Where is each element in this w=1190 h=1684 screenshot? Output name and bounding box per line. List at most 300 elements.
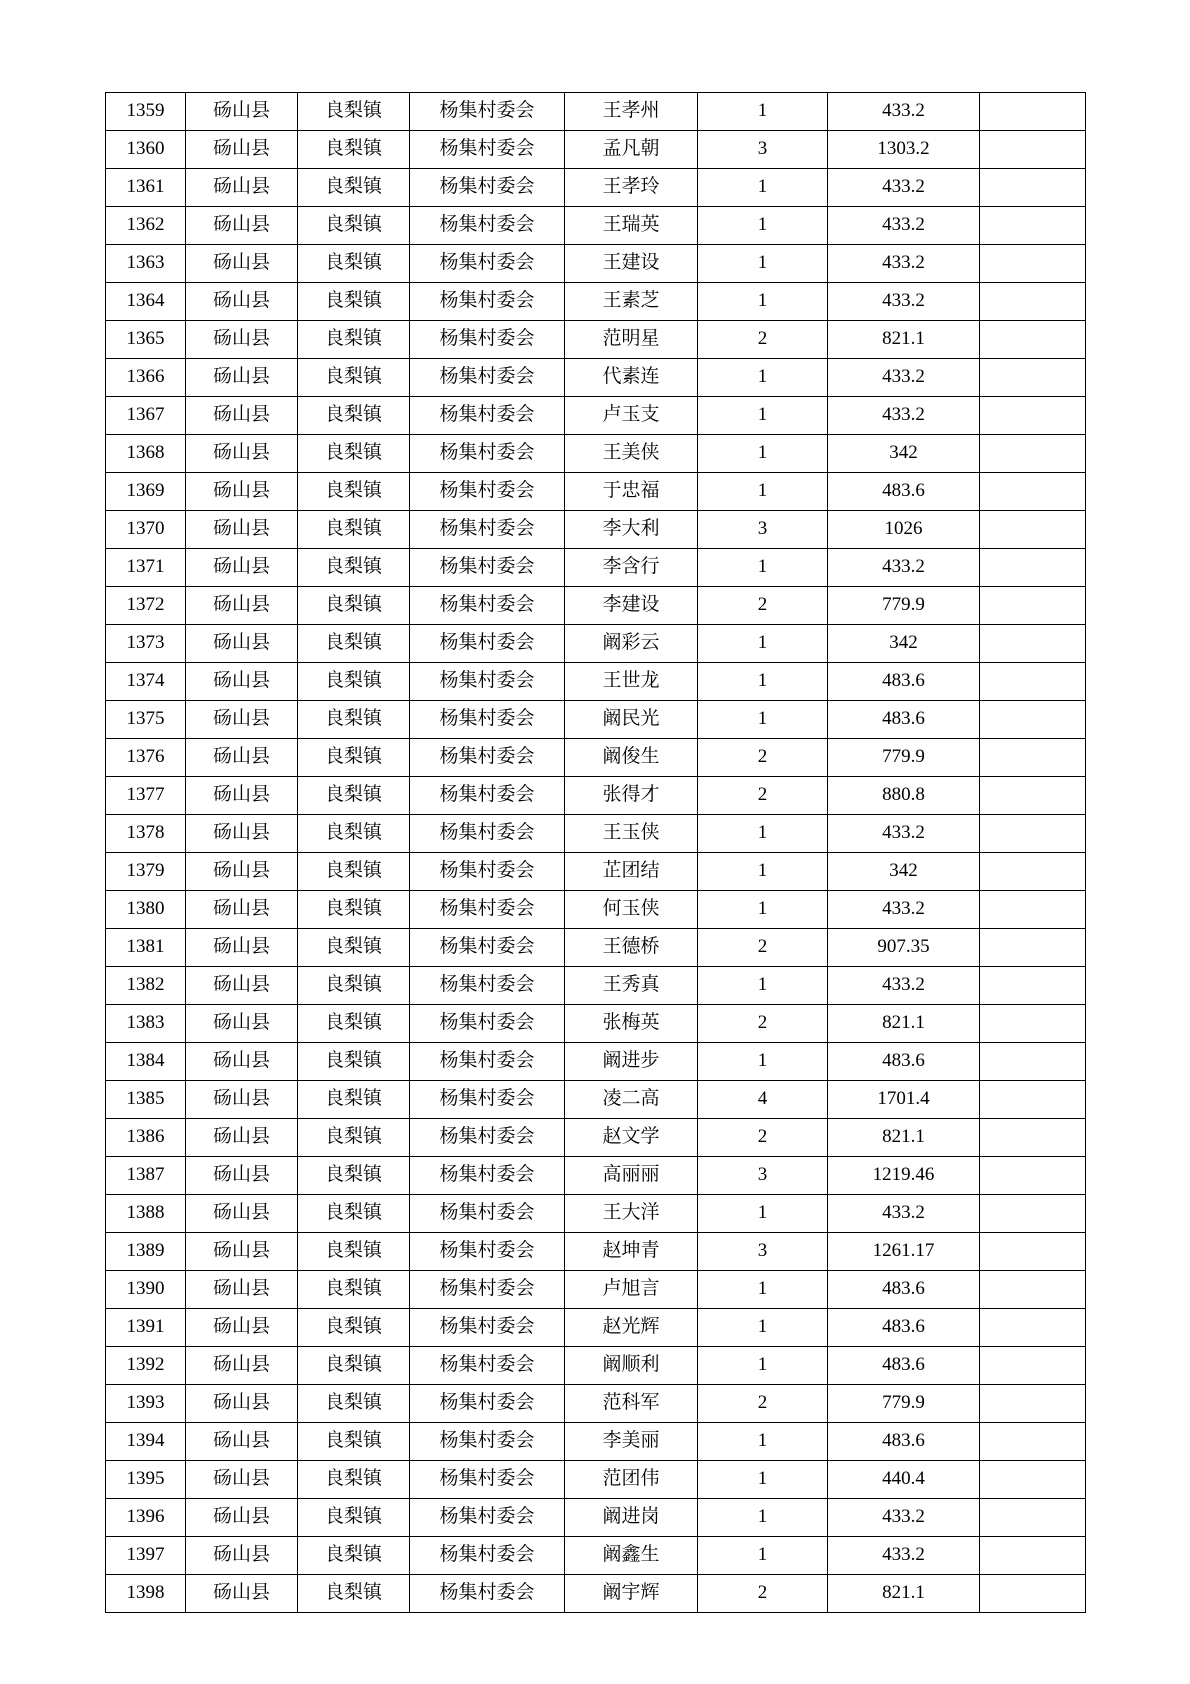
table-row — [106, 93, 1086, 131]
cell-county: 砀山县 — [186, 739, 298, 777]
table-row — [106, 511, 1086, 549]
cell-village: 杨集村委会 — [410, 1271, 565, 1309]
cell-note — [980, 1195, 1086, 1233]
cell-county: 砀山县 — [186, 929, 298, 967]
cell-village: 杨集村委会 — [410, 1385, 565, 1423]
cell-note — [980, 511, 1086, 549]
cell-village: 杨集村委会 — [410, 549, 565, 587]
cell-village: 杨集村委会 — [410, 169, 565, 207]
table-row — [106, 1537, 1086, 1575]
cell-count: 2 — [698, 321, 828, 359]
cell-amount: 342 — [828, 435, 980, 473]
table-row — [106, 283, 1086, 321]
cell-count: 3 — [698, 1233, 828, 1271]
cell-county: 砀山县 — [186, 625, 298, 663]
cell-count: 1 — [698, 245, 828, 283]
cell-count: 1 — [698, 435, 828, 473]
cell-name: 阚顺利 — [565, 1347, 698, 1385]
cell-count: 1 — [698, 207, 828, 245]
cell-count: 2 — [698, 739, 828, 777]
cell-amount: 433.2 — [828, 359, 980, 397]
cell-count: 2 — [698, 1005, 828, 1043]
cell-note — [980, 1385, 1086, 1423]
table-row — [106, 131, 1086, 169]
cell-amount: 433.2 — [828, 1195, 980, 1233]
cell-county: 砀山县 — [186, 1271, 298, 1309]
cell-town: 良梨镇 — [298, 1499, 410, 1537]
cell-note — [980, 283, 1086, 321]
cell-name: 王秀真 — [565, 967, 698, 1005]
table-row — [106, 1157, 1086, 1195]
cell-idx: 1383 — [106, 1005, 186, 1043]
cell-note — [980, 1537, 1086, 1575]
table-row — [106, 397, 1086, 435]
cell-note — [980, 853, 1086, 891]
table-row — [106, 739, 1086, 777]
cell-town: 良梨镇 — [298, 1347, 410, 1385]
cell-idx: 1384 — [106, 1043, 186, 1081]
cell-town: 良梨镇 — [298, 1271, 410, 1309]
cell-county: 砀山县 — [186, 435, 298, 473]
cell-county: 砀山县 — [186, 321, 298, 359]
cell-amount: 433.2 — [828, 93, 980, 131]
table-row — [106, 473, 1086, 511]
cell-note — [980, 93, 1086, 131]
cell-county: 砀山县 — [186, 1461, 298, 1499]
cell-count: 3 — [698, 1157, 828, 1195]
cell-note — [980, 1157, 1086, 1195]
table-row — [106, 1347, 1086, 1385]
cell-amount: 1219.46 — [828, 1157, 980, 1195]
table-row — [106, 967, 1086, 1005]
cell-county: 砀山县 — [186, 891, 298, 929]
cell-name: 王德桥 — [565, 929, 698, 967]
cell-name: 李建设 — [565, 587, 698, 625]
cell-count: 2 — [698, 929, 828, 967]
table-row — [106, 1461, 1086, 1499]
cell-note — [980, 891, 1086, 929]
cell-name: 王素芝 — [565, 283, 698, 321]
cell-count: 1 — [698, 549, 828, 587]
cell-town: 良梨镇 — [298, 283, 410, 321]
cell-name: 王大洋 — [565, 1195, 698, 1233]
cell-county: 砀山县 — [186, 1043, 298, 1081]
cell-idx: 1396 — [106, 1499, 186, 1537]
table-row — [106, 1575, 1086, 1613]
cell-town: 良梨镇 — [298, 321, 410, 359]
cell-village: 杨集村委会 — [410, 321, 565, 359]
cell-idx: 1392 — [106, 1347, 186, 1385]
cell-amount: 433.2 — [828, 283, 980, 321]
cell-count: 1 — [698, 853, 828, 891]
cell-amount: 433.2 — [828, 1537, 980, 1575]
table-row — [106, 169, 1086, 207]
cell-name: 于忠福 — [565, 473, 698, 511]
cell-count: 1 — [698, 663, 828, 701]
cell-village: 杨集村委会 — [410, 1575, 565, 1613]
cell-village: 杨集村委会 — [410, 891, 565, 929]
cell-name: 阚彩云 — [565, 625, 698, 663]
cell-town: 良梨镇 — [298, 1309, 410, 1347]
cell-amount: 483.6 — [828, 1347, 980, 1385]
cell-amount: 821.1 — [828, 1005, 980, 1043]
cell-town: 良梨镇 — [298, 1537, 410, 1575]
cell-idx: 1368 — [106, 435, 186, 473]
cell-name: 王孝玲 — [565, 169, 698, 207]
table-row — [106, 701, 1086, 739]
cell-town: 良梨镇 — [298, 1233, 410, 1271]
cell-note — [980, 663, 1086, 701]
cell-note — [980, 1081, 1086, 1119]
cell-idx: 1390 — [106, 1271, 186, 1309]
cell-name: 张梅英 — [565, 1005, 698, 1043]
cell-amount: 1026 — [828, 511, 980, 549]
table-row — [106, 435, 1086, 473]
cell-name: 王美侠 — [565, 435, 698, 473]
cell-village: 杨集村委会 — [410, 1119, 565, 1157]
table-row — [106, 1309, 1086, 1347]
cell-note — [980, 1575, 1086, 1613]
cell-county: 砀山县 — [186, 967, 298, 1005]
cell-town: 良梨镇 — [298, 1081, 410, 1119]
cell-note — [980, 1233, 1086, 1271]
cell-county: 砀山县 — [186, 1119, 298, 1157]
cell-village: 杨集村委会 — [410, 131, 565, 169]
cell-town: 良梨镇 — [298, 1119, 410, 1157]
cell-county: 砀山县 — [186, 131, 298, 169]
cell-village: 杨集村委会 — [410, 929, 565, 967]
cell-name: 卢玉支 — [565, 397, 698, 435]
cell-count: 1 — [698, 283, 828, 321]
cell-count: 1 — [698, 967, 828, 1005]
cell-count: 1 — [698, 1537, 828, 1575]
cell-amount: 483.6 — [828, 473, 980, 511]
cell-count: 2 — [698, 777, 828, 815]
cell-idx: 1378 — [106, 815, 186, 853]
cell-idx: 1398 — [106, 1575, 186, 1613]
cell-amount: 433.2 — [828, 815, 980, 853]
cell-idx: 1381 — [106, 929, 186, 967]
cell-idx: 1364 — [106, 283, 186, 321]
cell-name: 何玉侠 — [565, 891, 698, 929]
cell-note — [980, 1423, 1086, 1461]
cell-name: 范明星 — [565, 321, 698, 359]
cell-county: 砀山县 — [186, 853, 298, 891]
cell-idx: 1372 — [106, 587, 186, 625]
cell-town: 良梨镇 — [298, 1005, 410, 1043]
cell-town: 良梨镇 — [298, 397, 410, 435]
cell-amount: 433.2 — [828, 245, 980, 283]
cell-name: 卢旭言 — [565, 1271, 698, 1309]
cell-county: 砀山县 — [186, 549, 298, 587]
cell-count: 1 — [698, 473, 828, 511]
cell-name: 王建设 — [565, 245, 698, 283]
table-row — [106, 359, 1086, 397]
cell-idx: 1376 — [106, 739, 186, 777]
cell-note — [980, 1461, 1086, 1499]
cell-town: 良梨镇 — [298, 625, 410, 663]
cell-name: 王世龙 — [565, 663, 698, 701]
cell-amount: 433.2 — [828, 967, 980, 1005]
table-row — [106, 853, 1086, 891]
cell-village: 杨集村委会 — [410, 587, 565, 625]
cell-name: 赵光辉 — [565, 1309, 698, 1347]
table-row — [106, 777, 1086, 815]
cell-name: 阚进步 — [565, 1043, 698, 1081]
cell-town: 良梨镇 — [298, 1575, 410, 1613]
cell-amount: 779.9 — [828, 587, 980, 625]
cell-name: 高丽丽 — [565, 1157, 698, 1195]
cell-idx: 1397 — [106, 1537, 186, 1575]
table-row — [106, 663, 1086, 701]
cell-village: 杨集村委会 — [410, 1043, 565, 1081]
cell-amount: 779.9 — [828, 1385, 980, 1423]
cell-name: 张得才 — [565, 777, 698, 815]
cell-name: 赵文学 — [565, 1119, 698, 1157]
cell-amount: 342 — [828, 853, 980, 891]
cell-idx: 1369 — [106, 473, 186, 511]
table-row — [106, 1233, 1086, 1271]
cell-county: 砀山县 — [186, 663, 298, 701]
cell-village: 杨集村委会 — [410, 1423, 565, 1461]
cell-amount: 440.4 — [828, 1461, 980, 1499]
cell-idx: 1360 — [106, 131, 186, 169]
cell-idx: 1385 — [106, 1081, 186, 1119]
cell-note — [980, 473, 1086, 511]
cell-village: 杨集村委会 — [410, 701, 565, 739]
cell-name: 李大利 — [565, 511, 698, 549]
cell-note — [980, 245, 1086, 283]
cell-count: 1 — [698, 701, 828, 739]
cell-county: 砀山县 — [186, 1347, 298, 1385]
cell-town: 良梨镇 — [298, 663, 410, 701]
cell-name: 范团伟 — [565, 1461, 698, 1499]
cell-amount: 1261.17 — [828, 1233, 980, 1271]
cell-amount: 483.6 — [828, 1271, 980, 1309]
cell-town: 良梨镇 — [298, 739, 410, 777]
cell-town: 良梨镇 — [298, 359, 410, 397]
cell-idx: 1377 — [106, 777, 186, 815]
table-row — [106, 549, 1086, 587]
cell-count: 1 — [698, 359, 828, 397]
table-row — [106, 929, 1086, 967]
cell-county: 砀山县 — [186, 1195, 298, 1233]
cell-count: 3 — [698, 511, 828, 549]
table-row — [106, 207, 1086, 245]
cell-village: 杨集村委会 — [410, 435, 565, 473]
cell-village: 杨集村委会 — [410, 1157, 565, 1195]
cell-name: 李含行 — [565, 549, 698, 587]
cell-idx: 1367 — [106, 397, 186, 435]
table-row — [106, 1423, 1086, 1461]
cell-name: 代素连 — [565, 359, 698, 397]
cell-town: 良梨镇 — [298, 1423, 410, 1461]
cell-county: 砀山县 — [186, 1385, 298, 1423]
cell-county: 砀山县 — [186, 815, 298, 853]
cell-village: 杨集村委会 — [410, 853, 565, 891]
cell-idx: 1361 — [106, 169, 186, 207]
cell-count: 1 — [698, 625, 828, 663]
cell-note — [980, 587, 1086, 625]
cell-note — [980, 1043, 1086, 1081]
cell-village: 杨集村委会 — [410, 777, 565, 815]
cell-amount: 1701.4 — [828, 1081, 980, 1119]
cell-amount: 433.2 — [828, 397, 980, 435]
cell-count: 1 — [698, 1461, 828, 1499]
cell-village: 杨集村委会 — [410, 397, 565, 435]
cell-name: 阚俊生 — [565, 739, 698, 777]
cell-village: 杨集村委会 — [410, 511, 565, 549]
cell-idx: 1362 — [106, 207, 186, 245]
cell-town: 良梨镇 — [298, 207, 410, 245]
cell-town: 良梨镇 — [298, 587, 410, 625]
cell-idx: 1370 — [106, 511, 186, 549]
cell-idx: 1365 — [106, 321, 186, 359]
cell-note — [980, 1119, 1086, 1157]
cell-idx: 1375 — [106, 701, 186, 739]
cell-note — [980, 1499, 1086, 1537]
table-row — [106, 1081, 1086, 1119]
cell-village: 杨集村委会 — [410, 1081, 565, 1119]
cell-county: 砀山县 — [186, 93, 298, 131]
cell-village: 杨集村委会 — [410, 207, 565, 245]
cell-name: 李美丽 — [565, 1423, 698, 1461]
cell-name: 阚进岗 — [565, 1499, 698, 1537]
cell-count: 2 — [698, 1385, 828, 1423]
cell-note — [980, 549, 1086, 587]
cell-count: 3 — [698, 131, 828, 169]
cell-amount: 1303.2 — [828, 131, 980, 169]
cell-village: 杨集村委会 — [410, 245, 565, 283]
cell-county: 砀山县 — [186, 397, 298, 435]
cell-amount: 433.2 — [828, 1499, 980, 1537]
cell-county: 砀山县 — [186, 511, 298, 549]
cell-village: 杨集村委会 — [410, 1537, 565, 1575]
cell-count: 1 — [698, 93, 828, 131]
cell-amount: 483.6 — [828, 1309, 980, 1347]
cell-count: 1 — [698, 1347, 828, 1385]
cell-note — [980, 625, 1086, 663]
cell-note — [980, 815, 1086, 853]
table-row — [106, 1385, 1086, 1423]
cell-note — [980, 207, 1086, 245]
cell-town: 良梨镇 — [298, 891, 410, 929]
cell-note — [980, 1309, 1086, 1347]
cell-note — [980, 435, 1086, 473]
cell-village: 杨集村委会 — [410, 93, 565, 131]
cell-amount: 433.2 — [828, 891, 980, 929]
cell-note — [980, 739, 1086, 777]
table-row — [106, 1499, 1086, 1537]
cell-village: 杨集村委会 — [410, 1309, 565, 1347]
cell-town: 良梨镇 — [298, 929, 410, 967]
cell-amount: 907.35 — [828, 929, 980, 967]
cell-amount: 483.6 — [828, 1423, 980, 1461]
cell-amount: 433.2 — [828, 207, 980, 245]
cell-amount: 779.9 — [828, 739, 980, 777]
cell-note — [980, 131, 1086, 169]
cell-count: 4 — [698, 1081, 828, 1119]
cell-town: 良梨镇 — [298, 967, 410, 1005]
table-row — [106, 587, 1086, 625]
cell-village: 杨集村委会 — [410, 739, 565, 777]
cell-village: 杨集村委会 — [410, 359, 565, 397]
cell-village: 杨集村委会 — [410, 663, 565, 701]
table-body — [106, 93, 1086, 1613]
cell-town: 良梨镇 — [298, 93, 410, 131]
cell-idx: 1359 — [106, 93, 186, 131]
cell-count: 1 — [698, 815, 828, 853]
cell-name: 王孝州 — [565, 93, 698, 131]
cell-idx: 1382 — [106, 967, 186, 1005]
cell-amount: 483.6 — [828, 663, 980, 701]
cell-name: 芷团结 — [565, 853, 698, 891]
cell-county: 砀山县 — [186, 169, 298, 207]
cell-county: 砀山县 — [186, 283, 298, 321]
cell-amount: 433.2 — [828, 169, 980, 207]
cell-note — [980, 1005, 1086, 1043]
cell-name: 赵坤青 — [565, 1233, 698, 1271]
cell-amount: 483.6 — [828, 701, 980, 739]
cell-amount: 821.1 — [828, 1575, 980, 1613]
cell-count: 1 — [698, 1309, 828, 1347]
cell-count: 1 — [698, 1499, 828, 1537]
cell-town: 良梨镇 — [298, 131, 410, 169]
cell-county: 砀山县 — [186, 701, 298, 739]
cell-amount: 821.1 — [828, 1119, 980, 1157]
cell-village: 杨集村委会 — [410, 1233, 565, 1271]
cell-village: 杨集村委会 — [410, 473, 565, 511]
table-row — [106, 1119, 1086, 1157]
cell-idx: 1374 — [106, 663, 186, 701]
cell-idx: 1395 — [106, 1461, 186, 1499]
cell-name: 阚鑫生 — [565, 1537, 698, 1575]
cell-town: 良梨镇 — [298, 1043, 410, 1081]
cell-count: 1 — [698, 169, 828, 207]
cell-idx: 1394 — [106, 1423, 186, 1461]
cell-amount: 433.2 — [828, 549, 980, 587]
cell-count: 1 — [698, 891, 828, 929]
cell-amount: 483.6 — [828, 1043, 980, 1081]
cell-idx: 1391 — [106, 1309, 186, 1347]
cell-idx: 1379 — [106, 853, 186, 891]
table-row — [106, 1043, 1086, 1081]
cell-town: 良梨镇 — [298, 1195, 410, 1233]
cell-county: 砀山县 — [186, 207, 298, 245]
cell-county: 砀山县 — [186, 1309, 298, 1347]
cell-town: 良梨镇 — [298, 1385, 410, 1423]
cell-note — [980, 929, 1086, 967]
table-row — [106, 1271, 1086, 1309]
cell-village: 杨集村委会 — [410, 625, 565, 663]
cell-town: 良梨镇 — [298, 853, 410, 891]
cell-county: 砀山县 — [186, 1005, 298, 1043]
table-row — [106, 1005, 1086, 1043]
cell-county: 砀山县 — [186, 1233, 298, 1271]
cell-name: 孟凡朝 — [565, 131, 698, 169]
cell-idx: 1389 — [106, 1233, 186, 1271]
cell-amount: 342 — [828, 625, 980, 663]
cell-amount: 880.8 — [828, 777, 980, 815]
cell-count: 2 — [698, 1119, 828, 1157]
cell-county: 砀山县 — [186, 359, 298, 397]
cell-count: 2 — [698, 587, 828, 625]
subsidy-table — [105, 92, 1086, 1613]
cell-town: 良梨镇 — [298, 815, 410, 853]
cell-village: 杨集村委会 — [410, 1005, 565, 1043]
cell-idx: 1393 — [106, 1385, 186, 1423]
table-row — [106, 815, 1086, 853]
